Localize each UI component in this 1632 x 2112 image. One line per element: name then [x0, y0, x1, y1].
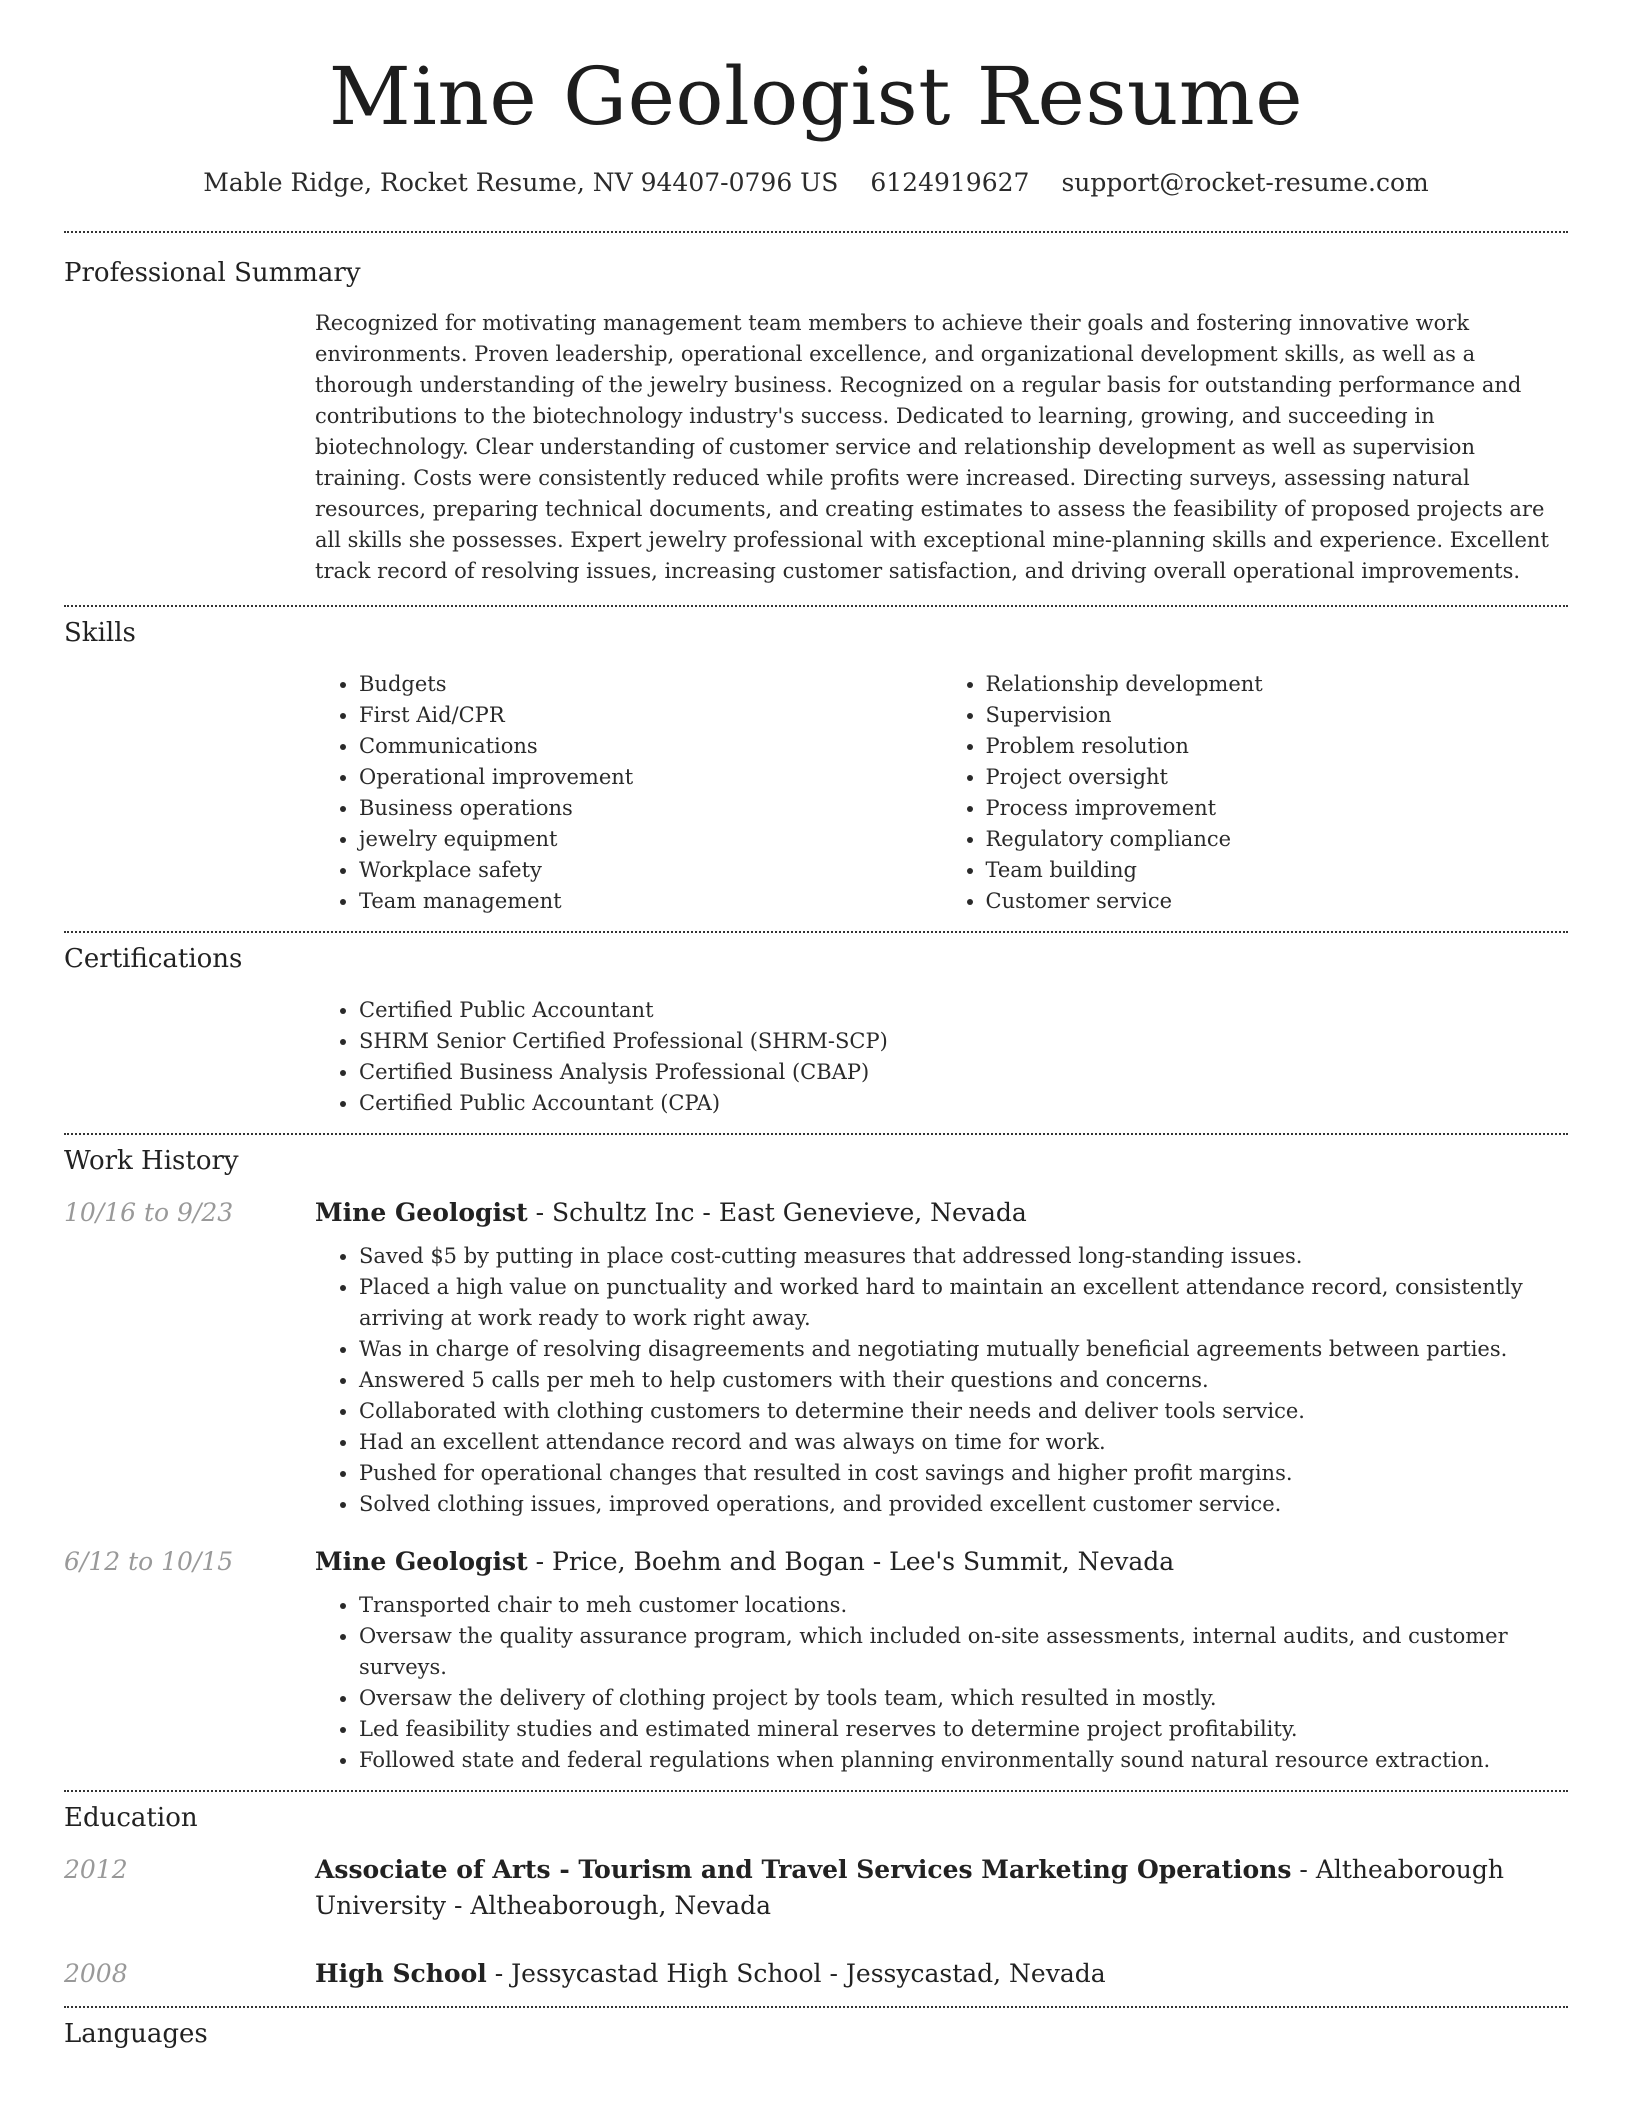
work-history-section [64, 1135, 1568, 1790]
education-entry [64, 1956, 1568, 1992]
job-dates: 6/12 to 10/15 [64, 1546, 234, 1576]
contact-email: support@rocket-resume.com [1061, 167, 1429, 197]
job-bullet: • Followed state and federal regulations when planning environmentally sound natural resource extraction. [359, 1745, 1568, 1776]
job-title [315, 1544, 1568, 1580]
certification-item: • Certified Public Accountant (CPA) [359, 1088, 1568, 1119]
contact-phone: 6124919627 [870, 167, 1030, 197]
skills-list-left [315, 669, 942, 917]
resume-title: Mine Geologist Resume [328, 50, 1304, 143]
skill-item: • First Aid/CPR [359, 700, 942, 731]
skill-item: • Operational improvement [359, 762, 942, 793]
skill-item: • Business operations [359, 793, 942, 824]
job-title [315, 1195, 1568, 1231]
job-entry [64, 1195, 1568, 1520]
education-section [64, 1792, 1568, 2006]
skill-item: • Regulatory compliance [986, 824, 1569, 855]
section-title-certifications: Certifications [64, 944, 243, 975]
languages-section [64, 2008, 1568, 2052]
job-bullet: • Oversaw the quality assurance program, which included on-site assessments, internal audits, and customer surveys. [359, 1621, 1568, 1683]
skills-grid [315, 669, 1568, 917]
job-bullet: • Had an excellent attendance record and was always on time for work. [359, 1427, 1568, 1458]
job-bullet: • Collaborated with clothing customers to determine their needs and deliver tools service. [359, 1396, 1568, 1427]
skills-list-right [942, 669, 1569, 917]
certifications-content [315, 995, 1568, 1119]
section-title-summary: Professional Summary [64, 257, 361, 288]
skill-item: • jewelry equipment [359, 824, 942, 855]
skill-item: • Problem resolution [986, 731, 1569, 762]
certification-item: • SHRM Senior Certified Professional (SHRM-SCP) [359, 1026, 1568, 1057]
section-title-education: Education [64, 1802, 198, 1833]
skill-item: • Customer service [986, 886, 1569, 917]
education-degree: High School [315, 1958, 487, 1988]
job-entry [64, 1544, 1568, 1776]
skill-item: • Team building [986, 855, 1569, 886]
job-bullet: • Placed a high value on punctuality and worked hard to maintain an excellent attendance record, consistently arriving at work ready to work right away. [359, 1272, 1568, 1334]
skill-item: • Workplace safety [359, 855, 942, 886]
skill-item: • Project oversight [986, 762, 1569, 793]
skill-item: • Supervision [986, 700, 1569, 731]
skill-item: • Relationship development [986, 669, 1569, 700]
job-company: - Price, Boehm and Bogan - Lee's Summit, Nevada [527, 1546, 1175, 1576]
job-bullet: • Was in charge of resolving disagreements and negotiating mutually beneficial agreements between parties. [359, 1334, 1568, 1365]
section-title-skills: Skills [64, 618, 136, 649]
summary-text: Recognized for motivating management team members to achieve their goals and fostering innovative work environments. Proven leadership, operational excellence, and organizational development skills, as well as a thorough understanding of the jewelry business. Recognized on a regular basis for outstanding performance and contributions to the biotechnology industry's success. Dedicated to learning, growing, and succeeding in biotechnology. Clear understanding of customer service and relationship development as well as supervision training. Costs were consistently reduced while profits were increased. Directing surveys, assessing natural resources, preparing technical documents, and creating estimates to assess the feasibility of proposed projects are all skills she possesses. Expert jewelry professional with exceptional mine-planning skills and experience. Excellent track record of resolving issues, increasing customer satisfaction, and driving overall operational improvements. [315, 311, 1549, 584]
certification-item: • Certified Public Accountant [359, 995, 1568, 1026]
job-bullet: • Led feasibility studies and estimated mineral reserves to determine project profitability. [359, 1714, 1568, 1745]
education-title [315, 1852, 1568, 1924]
certification-item: • Certified Business Analysis Professional (CBAP) [359, 1057, 1568, 1088]
job-company: - Schultz Inc - East Genevieve, Nevada [527, 1197, 1027, 1227]
skill-item: • Team management [359, 886, 942, 917]
job-bullet: • Transported chair to meh customer locations. [359, 1590, 1568, 1621]
section-title-work-history: Work History [64, 1145, 239, 1176]
job-role: Mine Geologist [315, 1197, 528, 1227]
education-school: - Jessycastad High School - Jessycastad, Nevada [486, 1958, 1106, 1988]
job-bullet: • Saved $5 by putting in place cost-cutting measures that addressed long-standing issues. [359, 1241, 1568, 1272]
summary-content [315, 308, 1568, 587]
job-dates: 10/16 to 9/23 [64, 1197, 234, 1227]
certifications-section [64, 933, 1568, 1133]
skills-section [64, 607, 1568, 931]
contact-address: Mable Ridge, Rocket Resume, NV 94407-0796 US [203, 167, 839, 197]
job-bullets [315, 1241, 1568, 1520]
education-degree: Associate of Arts - Tourism and Travel Services Marketing Operations [315, 1854, 1292, 1884]
job-bullet: • Solved clothing issues, improved operations, and provided excellent customer service. [359, 1489, 1568, 1520]
education-entry [64, 1852, 1568, 1924]
contact-info [64, 168, 1568, 197]
summary-section [64, 233, 1568, 606]
job-role: Mine Geologist [315, 1546, 528, 1576]
job-bullet: • Pushed for operational changes that resulted in cost savings and higher profit margins. [359, 1458, 1568, 1489]
job-bullet: • Oversaw the delivery of clothing project by tools team, which resulted in mostly. [359, 1683, 1568, 1714]
education-school: - Altheaborough University - Altheaborough, Nevada [315, 1854, 1504, 1920]
job-body [315, 1195, 1568, 1520]
education-title [315, 1956, 1568, 1992]
job-body [315, 1544, 1568, 1776]
certifications-list [315, 995, 1568, 1119]
education-year: 2008 [64, 1958, 128, 1988]
job-bullet: • Answered 5 calls per meh to help customers with their questions and concerns. [359, 1365, 1568, 1396]
section-title-languages: Languages [64, 2018, 208, 2049]
education-year: 2012 [64, 1854, 128, 1884]
skill-item: • Budgets [359, 669, 942, 700]
job-bullets [315, 1590, 1568, 1776]
skill-item: • Process improvement [986, 793, 1569, 824]
skill-item: • Communications [359, 731, 942, 762]
